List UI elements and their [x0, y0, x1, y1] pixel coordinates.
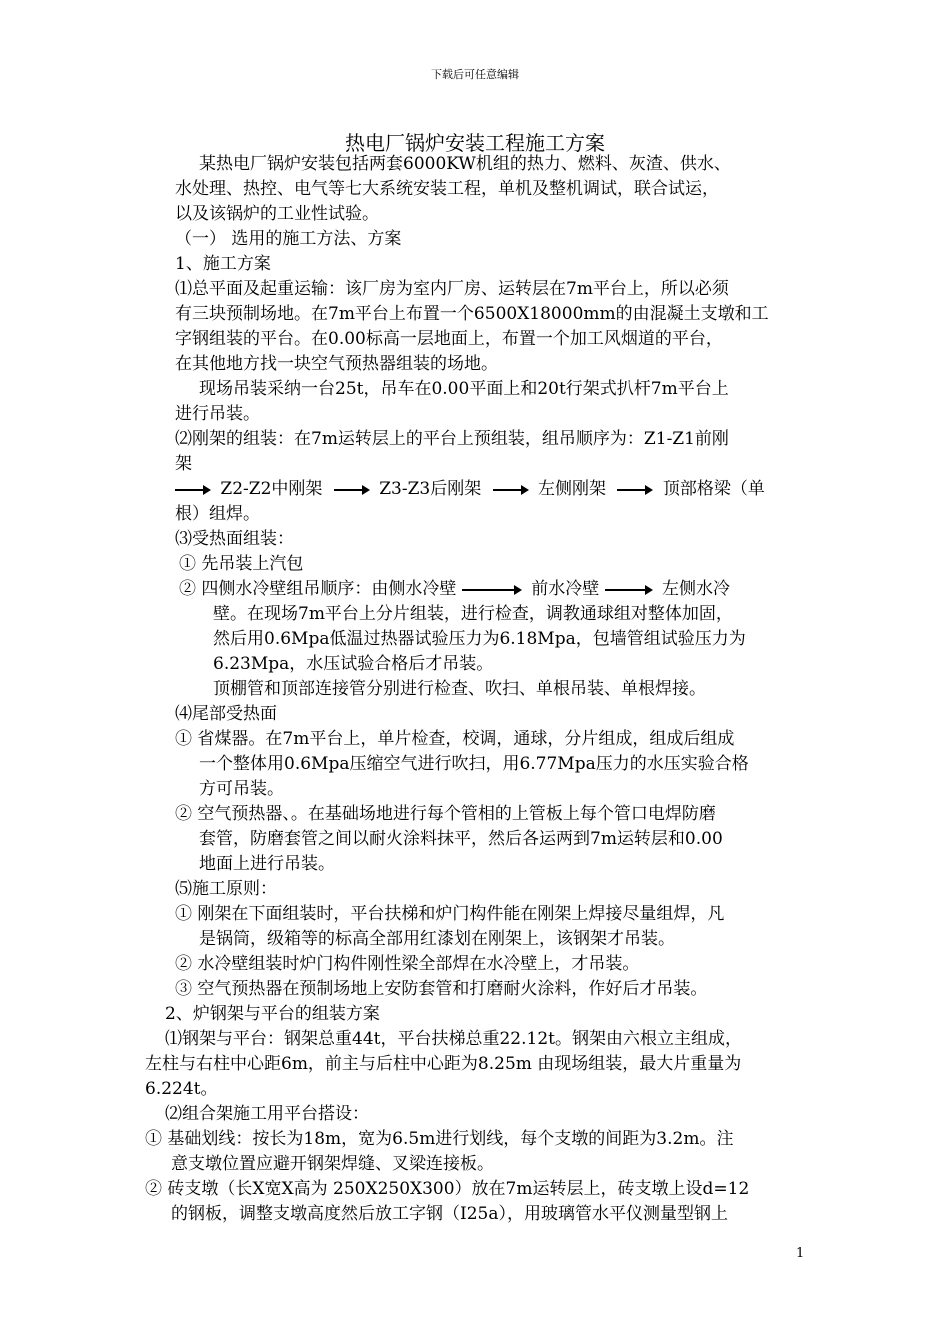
section-heading: （一） 选用的施工方法、方案 [175, 229, 402, 249]
list-item: ① 基础划线：按长为18m，宽为6.5m进行划线，每个支墩的间距为3.2m。注 [145, 1129, 734, 1149]
paragraph-line: 以及该锅炉的工业性试验。 [175, 204, 379, 224]
sequence-step: 左侧水冷 [662, 579, 731, 599]
paragraph-line: 有三块预制场地。在7m平台上布置一个6500X18000mm的由混凝土支墩和工 [175, 304, 769, 324]
paragraph-line: 壁。在现场7m平台上分片组装，进行检查，调教通球组对整体加固， [213, 604, 733, 624]
paragraph-line: 是锅筒，级箱等的标高全部用红漆划在刚架上，该钢架才吊装。 [199, 929, 675, 949]
section-heading: 1、施工方案 [175, 254, 271, 274]
paragraph-line: ⑴钢架与平台：钢架总重44t，平台扶梯总重22.12t。钢架由六根立主组成， [165, 1029, 742, 1049]
document-title: 热电厂锅炉安装工程施工方案 [345, 131, 605, 155]
paragraph-line: 水处理、热控、电气等七大系统安装工程，单机及整机调试，联合试运， [175, 179, 719, 199]
list-item: ① 先吊装上汽包 [179, 554, 304, 574]
paragraph-line: ⑶受热面组装： [175, 529, 294, 549]
paragraph-line: 某热电厂锅炉安装包括两套6000KW机组的热力、燃料、灰渣、供水、 [199, 154, 731, 174]
list-item: ② 空气预热器、。在基础场地进行每个管相的上管板上每个管口电焊防磨 [175, 804, 716, 824]
list-item: ① 刚架在下面组装时，平台扶梯和炉门构件能在刚架上焊接尽量组焊，凡 [175, 904, 725, 924]
sequence-line [145, 577, 825, 602]
paragraph-line: 然后用0.6Mpa低温过热器试验压力为6.18Mpa，包墙管组试验压力为 [213, 629, 746, 649]
paragraph-line: ⑵组合架施工用平台搭设： [165, 1104, 369, 1124]
page-number: 1 [796, 1246, 805, 1261]
paragraph-line: ⑸施工原则： [175, 879, 277, 899]
arrow-right-icon [617, 489, 651, 491]
list-item: ③ 空气预热器在预制场地上安防套管和打磨耐火涂料，作好后才吊装。 [175, 979, 708, 999]
arrow-right-icon [175, 489, 209, 491]
paragraph-line: 的钢板，调整支墩高度然后放工字钢（I25a），用玻璃管水平仪测量型钢上 [171, 1204, 728, 1224]
section-heading: 2、炉钢架与平台的组装方案 [165, 1004, 380, 1024]
list-item: ② 砖支墩（长X宽X高为 250X250X300）放在7m运转层上，砖支墩上设d=12 [145, 1179, 750, 1199]
sequence-step: 顶部格梁（单 [662, 479, 765, 499]
paragraph-line: 方可吊装。 [199, 779, 284, 799]
paragraph-line: ⑷尾部受热面 [175, 704, 277, 724]
paragraph-line: 架 [175, 454, 192, 474]
paragraph-line: 字钢组装的平台。在0.00标高一层地面上，布置一个加工风烟道的平台， [175, 329, 723, 349]
paragraph-line: 6.23Mpa，水压试验合格后才吊装。 [213, 654, 494, 674]
list-item: ② 水冷壁组装时炉门构件刚性梁全部焊在水冷壁上，才吊装。 [175, 954, 640, 974]
paragraph-line: 根）组焊。 [175, 504, 260, 524]
list-item: ① 省煤器。在7m平台上，单片检查，校调，通球，分片组成，组成后组成 [175, 729, 735, 749]
paragraph-line: 顶棚管和顶部连接管分别进行检查、吹扫、单根吊装、单根焊接。 [213, 679, 706, 699]
sequence-step: ② 四侧水冷壁组吊顺序：由侧水冷壁 [179, 579, 457, 599]
sequence-step: Z3-Z3后刚架 [379, 479, 482, 499]
paragraph-line: 左柱与右柱中心距6m，前主与后柱中心距为8.25m 由现场组装，最大片重量为 [145, 1054, 742, 1074]
sequence-step: 左侧刚架 [538, 479, 607, 499]
paragraph-line: 进行吊装。 [175, 404, 260, 424]
paragraph-line: 套管，防磨套管之间以耐火涂料抹平，然后各运两到7m运转层和0.00 [199, 829, 723, 849]
paragraph-line: 现场吊装采纳一台25t，吊车在0.00平面上和20t行架式扒杆7m平台上 [199, 379, 729, 399]
paragraph-line: 地面上进行吊装。 [199, 854, 335, 874]
sequence-step: 前水冷壁 [531, 579, 600, 599]
page-header: 下载后可任意编辑 [431, 68, 519, 81]
arrow-right-icon [462, 589, 520, 591]
sequence-line [145, 477, 825, 502]
paragraph-line: 一个整体用0.6Mpa压缩空气进行吹扫，用6.77Mpa压力的水压实验合格 [199, 754, 749, 774]
arrow-right-icon [334, 489, 368, 491]
arrow-right-icon [493, 489, 527, 491]
paragraph-line: 意支墩位置应避开钢架焊缝、叉梁连接板。 [171, 1154, 494, 1174]
sequence-step: Z2-Z2中刚架 [220, 479, 323, 499]
paragraph-line: ⑵刚架的组装：在7m运转层上的平台上预组装，组吊顺序为：Z1-Z1前刚 [175, 429, 729, 449]
arrow-right-icon [605, 589, 651, 591]
paragraph-line: 6.224t。 [145, 1079, 218, 1099]
document-body [145, 152, 825, 1227]
paragraph-line: ⑴总平面及起重运输：该厂房为室内厂房、运转层在7m平台上，所以必须 [175, 279, 729, 299]
paragraph-line: 在其他地方找一块空气预热器组装的场地。 [175, 354, 498, 374]
